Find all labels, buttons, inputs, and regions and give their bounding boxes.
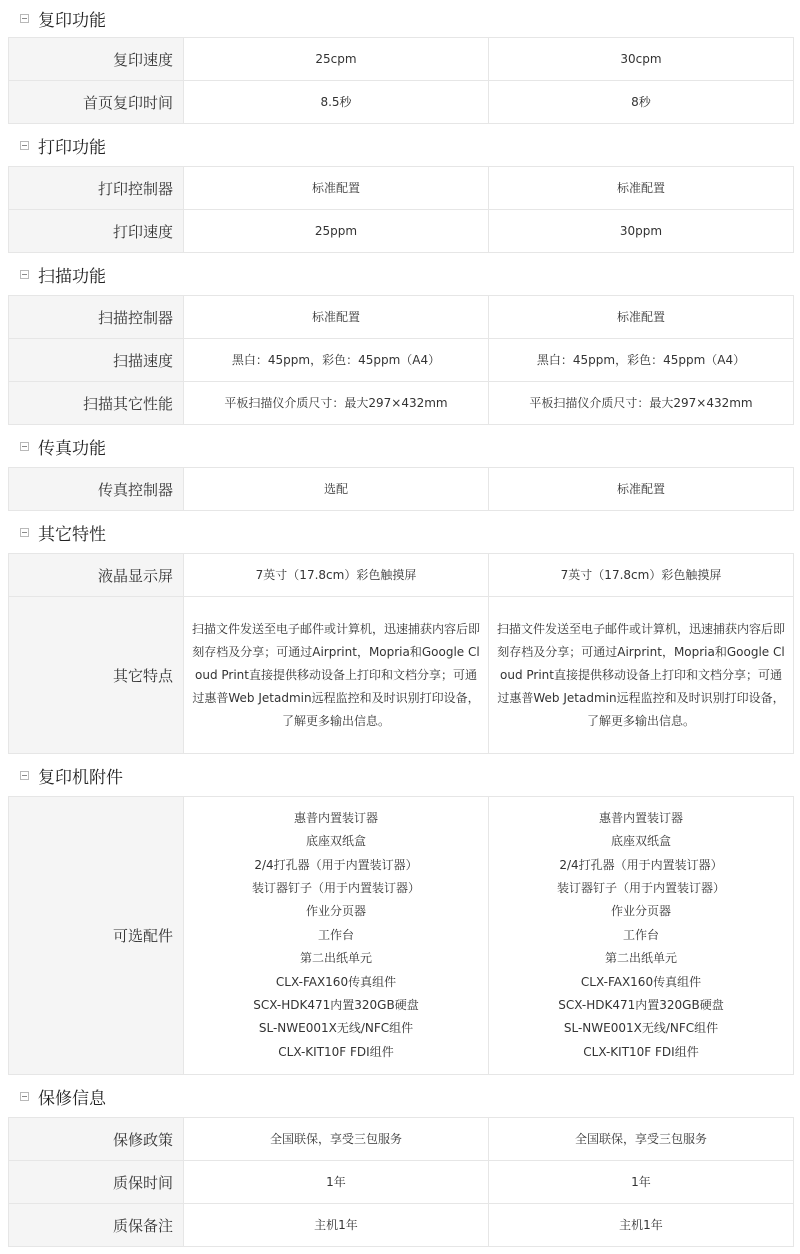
value-model-a: 选配 bbox=[323, 481, 348, 496]
table-row-scan-speed bbox=[8, 338, 794, 381]
row-label: 保修政策 bbox=[9, 1118, 184, 1160]
row-label: 首页复印时间 bbox=[9, 81, 184, 123]
value-model-b: 平板扫描仪介质尺寸：最大297×432mm bbox=[488, 382, 793, 424]
value-model-a: 8.5秒 bbox=[320, 94, 352, 109]
table-row-warranty-policy bbox=[8, 1117, 794, 1160]
value-model-a: 1年 bbox=[326, 1174, 346, 1189]
table-row-warranty-period bbox=[8, 1160, 794, 1203]
value-model-a: 主机1年 bbox=[314, 1217, 358, 1232]
table-row-fax-controller bbox=[8, 467, 794, 511]
table-row-print-controller bbox=[8, 166, 794, 209]
value-model-b: 30cpm bbox=[488, 38, 793, 80]
table-row-print-speed bbox=[8, 209, 794, 253]
list-item: 装订器钉子（用于内置装订器） bbox=[556, 880, 725, 895]
row-label: 扫描速度 bbox=[9, 339, 184, 381]
value-model-a: 25cpm bbox=[315, 51, 357, 66]
collapse-icon[interactable] bbox=[20, 270, 29, 279]
list-item: CLX-FAX160传真组件 bbox=[275, 974, 397, 989]
value-model-a: 扫描文件发送至电子邮件或计算机，迅速捕获内容后即刻存档及分享；可通过Airprint，Mopria和Google Cloud Print直接提供移动设备上打印和文档分享；可通过惠普Web Jetadmin远程监控和及时识别打印设备，了解更多输出信息。 bbox=[192, 621, 481, 728]
list-item: CLX-FAX160传真组件 bbox=[580, 974, 702, 989]
value-model-b: 主机1年 bbox=[488, 1204, 793, 1246]
row-label: 质保时间 bbox=[9, 1161, 184, 1203]
row-label: 扫描其它性能 bbox=[9, 382, 184, 424]
value-model-b: 30ppm bbox=[488, 210, 793, 252]
list-item: 作业分页器 bbox=[610, 904, 671, 919]
list-item: SL-NWE001X无线/NFC组件 bbox=[258, 1021, 414, 1036]
row-label: 复印速度 bbox=[9, 38, 184, 80]
value-model-a: 标准配置 bbox=[311, 309, 360, 324]
collapse-icon[interactable] bbox=[20, 141, 29, 150]
table-row-lcd bbox=[8, 553, 794, 596]
value-model-a: 7英寸（17.8cm）彩色触摸屏 bbox=[255, 567, 417, 582]
list-item: CLX-KIT10F FDI组件 bbox=[278, 1044, 394, 1059]
row-label: 打印控制器 bbox=[9, 167, 184, 209]
section-header-warranty[interactable] bbox=[8, 1078, 794, 1114]
value-model-a bbox=[184, 797, 488, 1074]
list-item: 2/4打孔器（用于内置装订器） bbox=[254, 857, 418, 872]
table-row-scan-other bbox=[8, 381, 794, 425]
collapse-icon[interactable] bbox=[20, 771, 29, 780]
list-item: SCX-HDK471内置320GB硬盘 bbox=[558, 998, 724, 1013]
section-title: 复印机附件 bbox=[38, 767, 123, 788]
section-title: 扫描功能 bbox=[38, 266, 106, 287]
row-label: 其它特点 bbox=[9, 597, 184, 753]
list-item: 装订器钉子（用于内置装订器） bbox=[251, 880, 420, 895]
list-item: 2/4打孔器（用于内置装订器） bbox=[559, 857, 723, 872]
row-label: 打印速度 bbox=[9, 210, 184, 252]
value-model-b: 7英寸（17.8cm）彩色触摸屏 bbox=[488, 554, 793, 596]
list-item: SCX-HDK471内置320GB硬盘 bbox=[253, 998, 419, 1013]
row-label: 质保备注 bbox=[9, 1204, 184, 1246]
section-header-fax[interactable] bbox=[8, 428, 794, 464]
value-model-a: 黑白：45ppm，彩色：45ppm（A4） bbox=[231, 352, 441, 367]
list-item: 底座双纸盒 bbox=[305, 834, 366, 849]
section-header-accessories[interactable] bbox=[8, 757, 794, 793]
section-header-copy[interactable] bbox=[8, 0, 794, 36]
value-model-b bbox=[488, 797, 793, 1074]
list-item: 第二出纸单元 bbox=[299, 951, 372, 966]
value-model-b: 标准配置 bbox=[488, 296, 793, 338]
collapse-icon[interactable] bbox=[20, 14, 29, 23]
section-title: 打印功能 bbox=[38, 137, 106, 158]
list-item: 惠普内置装订器 bbox=[293, 810, 378, 825]
table-row-optional-accessories bbox=[8, 796, 794, 1075]
list-item: 工作台 bbox=[622, 927, 659, 942]
value-model-b: 1年 bbox=[488, 1161, 793, 1203]
row-label: 传真控制器 bbox=[9, 468, 184, 510]
section-title: 其它特性 bbox=[38, 524, 106, 545]
collapse-icon[interactable] bbox=[20, 528, 29, 537]
section-title: 传真功能 bbox=[38, 438, 106, 459]
list-item: 第二出纸单元 bbox=[604, 951, 677, 966]
section-header-other[interactable] bbox=[8, 514, 794, 550]
row-label: 扫描控制器 bbox=[9, 296, 184, 338]
table-row-copy-first-page bbox=[8, 80, 794, 124]
section-header-scan[interactable] bbox=[8, 256, 794, 292]
value-model-b: 标准配置 bbox=[488, 167, 793, 209]
value-model-b: 扫描文件发送至电子邮件或计算机，迅速捕获内容后即刻存档及分享；可通过Airprint，Mopria和Google Cloud Print直接提供移动设备上打印和文档分享；可通过惠普Web Jetadmin远程监控和及时识别打印设备，了解更多输出信息。 bbox=[488, 597, 793, 753]
value-model-b: 8秒 bbox=[488, 81, 793, 123]
section-title: 复印功能 bbox=[38, 10, 106, 31]
value-model-b: 黑白：45ppm，彩色：45ppm（A4） bbox=[488, 339, 793, 381]
section-header-print[interactable] bbox=[8, 127, 794, 163]
value-model-a: 标准配置 bbox=[311, 180, 360, 195]
table-row-scan-controller bbox=[8, 295, 794, 338]
section-title: 保修信息 bbox=[38, 1088, 106, 1109]
value-model-a: 全国联保，享受三包服务 bbox=[269, 1131, 402, 1146]
list-item: 底座双纸盒 bbox=[610, 834, 671, 849]
collapse-icon[interactable] bbox=[20, 1092, 29, 1101]
table-row-warranty-note bbox=[8, 1203, 794, 1247]
value-model-a: 平板扫描仪介质尺寸：最大297×432mm bbox=[224, 395, 448, 410]
list-item: 惠普内置装订器 bbox=[598, 810, 683, 825]
list-item: 作业分页器 bbox=[305, 904, 366, 919]
table-row-copy-speed bbox=[8, 37, 794, 80]
table-row-features bbox=[8, 596, 794, 754]
row-label: 液晶显示屏 bbox=[9, 554, 184, 596]
list-item: SL-NWE001X无线/NFC组件 bbox=[563, 1021, 719, 1036]
value-model-b: 全国联保，享受三包服务 bbox=[488, 1118, 793, 1160]
value-model-b: 标准配置 bbox=[488, 468, 793, 510]
row-label: 可选配件 bbox=[9, 797, 184, 1074]
value-model-a: 25ppm bbox=[314, 223, 358, 238]
list-item: 工作台 bbox=[317, 927, 354, 942]
list-item: CLX-KIT10F FDI组件 bbox=[583, 1044, 699, 1059]
collapse-icon[interactable] bbox=[20, 442, 29, 451]
